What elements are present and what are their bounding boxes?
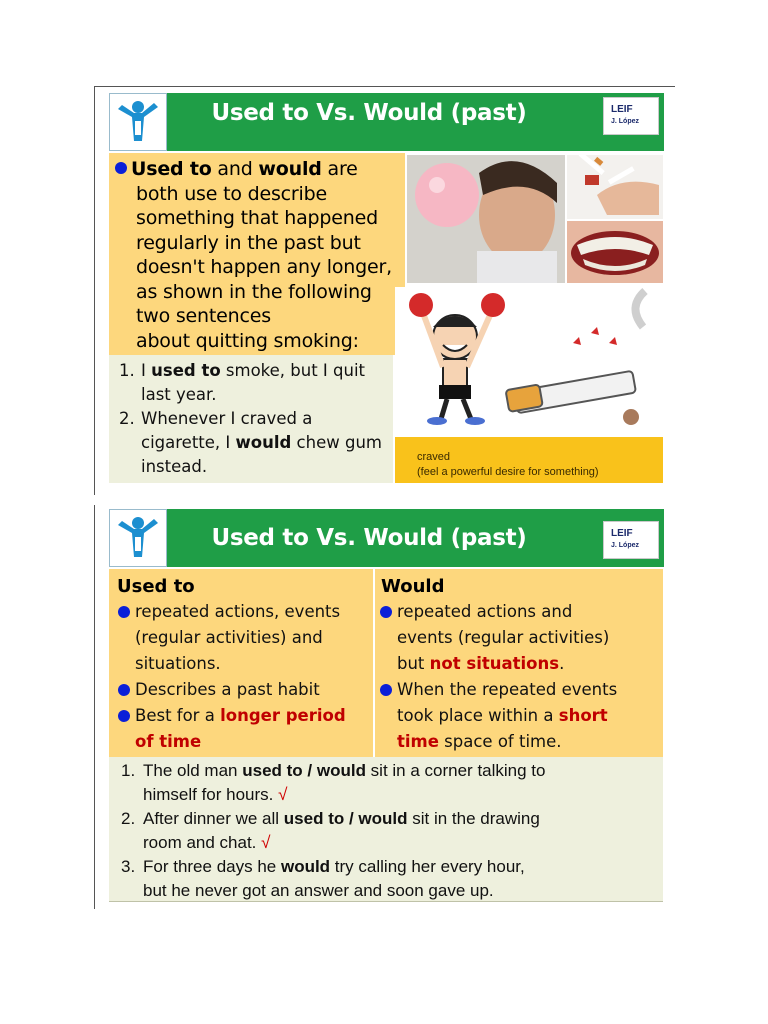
- badge-author: J. López: [611, 118, 640, 125]
- example-item: 1. I used to smoke, but I quit last year.: [119, 361, 366, 404]
- bullet-dot-icon: [118, 710, 130, 722]
- author-badge: [603, 521, 659, 559]
- bullet-item: Best for a longer period of time: [115, 703, 377, 755]
- badge-author: J. López: [611, 542, 640, 549]
- examples-list: [117, 359, 397, 479]
- used-to-panel: [109, 569, 373, 757]
- slide-title: Used to Vs. Would (past): [211, 525, 527, 551]
- slide-2: [94, 505, 675, 909]
- intro-line: as shown in the following: [136, 280, 372, 303]
- bullet-dot-icon: [118, 606, 130, 618]
- check-mark-icon: √: [278, 785, 288, 804]
- bullet-dot-icon: [115, 162, 127, 174]
- bullet-dot-icon: [118, 684, 130, 696]
- slide-1: [94, 86, 675, 495]
- intro-panel: [109, 153, 405, 355]
- intro-line: two sentences: [136, 305, 271, 327]
- bullet-item: repeated actions, events (regular activities) and situations.: [115, 599, 377, 677]
- sentence-item: 2. After dinner we all used to / would sit in the drawing room and chat. √: [121, 809, 540, 852]
- intro-line: both use to describe: [136, 182, 327, 205]
- bullet-item: When the repeated events took place within a short time space of time.: [377, 677, 663, 755]
- intro-line: about quitting smoking:: [136, 329, 359, 352]
- bubble-gum-photo: [407, 155, 565, 283]
- used-to-bullets: [115, 599, 377, 755]
- intro-line: doesn't happen any longer,: [136, 256, 392, 278]
- intro-line: something that happened: [136, 207, 378, 229]
- gloss-word: craved: [417, 451, 451, 463]
- bullet-item: repeated actions and events (regular activities) but not situations.: [377, 599, 663, 677]
- badge-org: LEIF: [611, 528, 633, 539]
- would-bullets: [377, 599, 663, 755]
- bullet-dot-icon: [380, 606, 392, 618]
- sentence-item: 1. The old man used to / would sit in a corner talking to himself for hours. √: [121, 761, 546, 804]
- gloss-box: [395, 437, 663, 483]
- intro-line: regularly in the past but: [136, 231, 361, 254]
- would-panel: [375, 569, 663, 757]
- sentence-item: 3. For three days he would try calling her every hour, but he never got an answer and soon gave up.: [121, 857, 525, 900]
- badge-org: LEIF: [611, 104, 633, 115]
- sentences-list: [109, 759, 663, 903]
- bullet-item: Describes a past habit: [115, 677, 377, 703]
- example-item: 2. Whenever I craved a cigarette, I would chew gum instead.: [119, 409, 382, 476]
- boxer-cigarette-cartoon: [395, 287, 663, 437]
- would-heading: Would: [381, 576, 445, 597]
- examples-panel: [109, 355, 393, 483]
- breaking-cigarettes-photo: [567, 155, 663, 219]
- check-mark-icon: √: [261, 833, 271, 852]
- teeth-photo: [567, 221, 663, 283]
- intro-text: [115, 157, 405, 353]
- bullet-dot-icon: [380, 684, 392, 696]
- slide-title: Used to Vs. Would (past): [211, 100, 527, 126]
- gloss-definition: (feel a powerful desire for something): [417, 466, 599, 478]
- person-icon: [114, 513, 162, 563]
- person-icon: [114, 97, 162, 147]
- sentences-panel: [109, 757, 663, 902]
- author-badge: [603, 97, 659, 135]
- used-to-heading: Used to: [117, 576, 195, 597]
- intro-lead-line: Used to and would are: [115, 157, 405, 182]
